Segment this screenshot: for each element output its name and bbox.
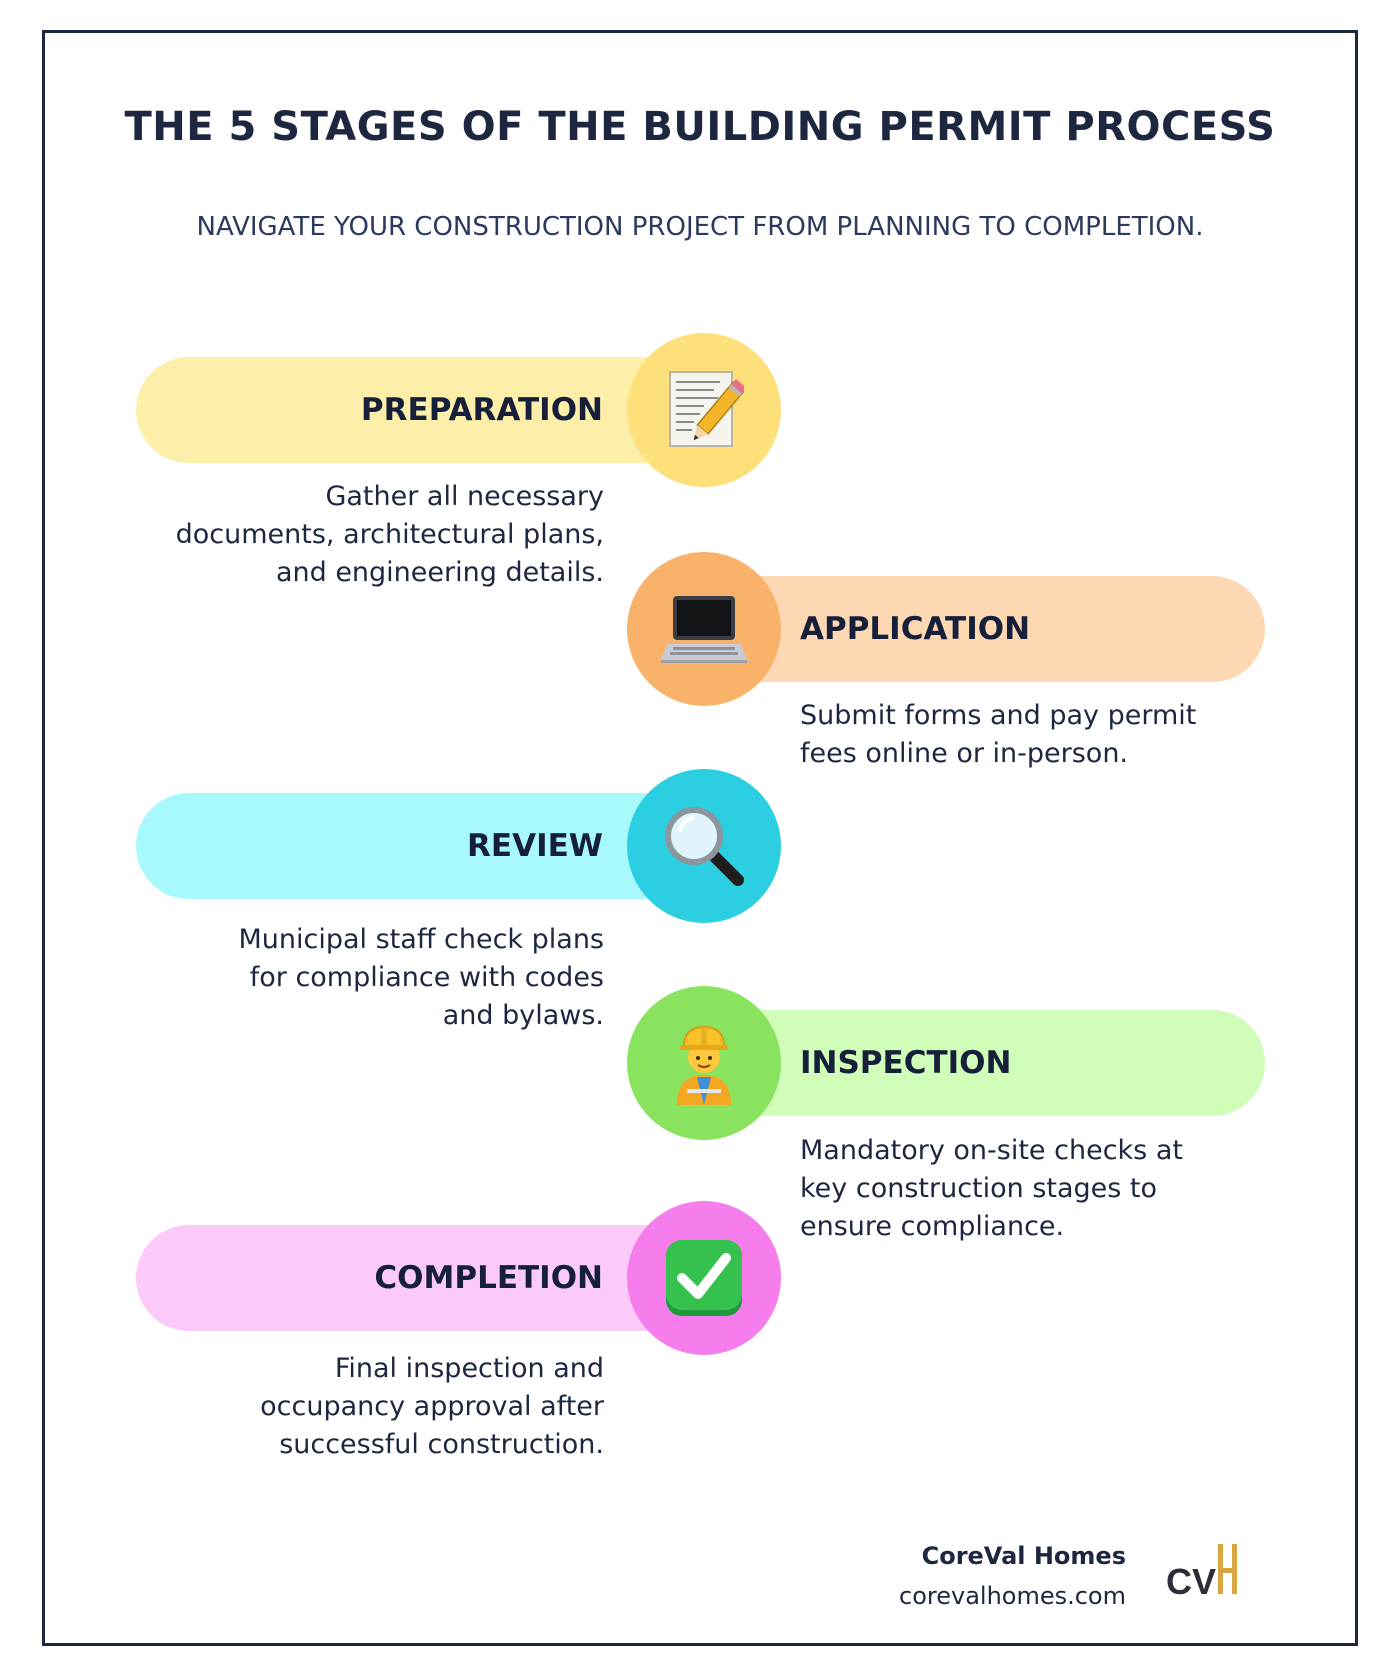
page-title: THE 5 STAGES OF THE BUILDING PERMIT PROCESS	[124, 104, 1276, 150]
desc-line: successful construction.	[279, 1429, 604, 1460]
stage-icon-circle-preparation	[627, 333, 781, 487]
desc-line: Municipal staff check plans	[238, 924, 604, 955]
stage-pill-preparation	[136, 357, 696, 463]
brand-name: CoreVal Homes	[921, 1542, 1126, 1570]
memo-pencil-icon	[664, 368, 744, 452]
desc-line: fees online or in-person.	[800, 738, 1129, 769]
desc-line: for compliance with codes	[249, 962, 604, 993]
stage-description-application	[800, 697, 1270, 773]
stage-icon-circle-inspection	[627, 986, 781, 1140]
desc-line: Final inspection and	[334, 1353, 604, 1384]
construction-worker-icon	[671, 1021, 737, 1105]
desc-line: Gather all necessary	[325, 481, 604, 512]
desc-line: and bylaws.	[442, 1000, 604, 1031]
stage-label: COMPLETION	[374, 1260, 603, 1296]
stage-icon-circle-application	[627, 552, 781, 706]
stage-pill-review	[136, 793, 696, 899]
stage-pill-application	[703, 576, 1265, 682]
stage-pill-completion	[136, 1225, 696, 1331]
stage-description-completion	[134, 1350, 604, 1464]
stage-pill-inspection	[703, 1010, 1265, 1116]
stage-icon-circle-completion	[627, 1201, 781, 1355]
desc-line: occupancy approval after	[260, 1391, 604, 1422]
stage-label: PREPARATION	[360, 392, 603, 428]
svg-text:CV: CV	[1166, 1561, 1217, 1600]
desc-line: ensure compliance.	[800, 1211, 1065, 1242]
stage-description-review	[134, 921, 604, 1035]
stage-icon-circle-review	[627, 769, 781, 923]
desc-line: documents, architectural plans,	[175, 519, 604, 550]
desc-line: and engineering details.	[275, 557, 604, 588]
desc-line: key construction stages to	[800, 1173, 1158, 1204]
page-subtitle: NAVIGATE YOUR CONSTRUCTION PROJECT FROM PLANNING TO COMPLETION.	[196, 212, 1204, 242]
desc-line: Submit forms and pay permit	[800, 700, 1197, 731]
brand-logo	[1166, 1540, 1240, 1600]
magnifying-glass-icon	[662, 804, 746, 888]
stage-label: REVIEW	[467, 828, 603, 864]
stage-description-inspection	[800, 1132, 1270, 1246]
stage-label: INSPECTION	[800, 1045, 1012, 1081]
brand-url: corevalhomes.com	[899, 1582, 1126, 1610]
laptop-icon	[661, 594, 747, 664]
stage-label: APPLICATION	[800, 611, 1031, 647]
check-mark-icon	[664, 1238, 744, 1318]
desc-line: Mandatory on-site checks at	[800, 1135, 1183, 1166]
stage-description-preparation	[134, 478, 604, 592]
